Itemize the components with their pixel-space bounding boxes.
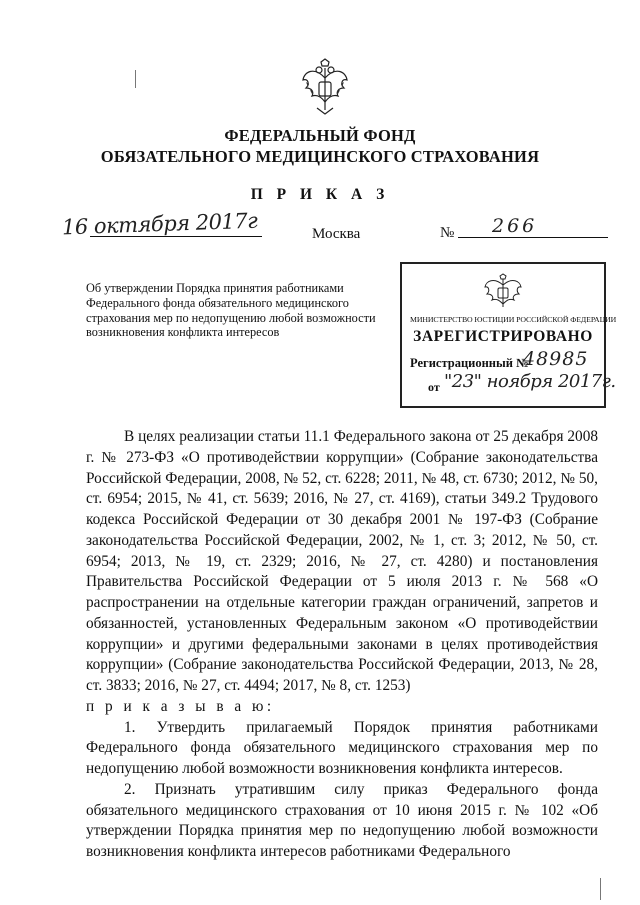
document-type-title: П Р И К А З	[250, 186, 390, 203]
handwritten-date: 16 октября 2017г	[61, 208, 258, 240]
org-name-line1: ФЕДЕРАЛЬНЫЙ ФОНД	[224, 126, 416, 145]
order-subject: Об утверждении Порядка принятия работниками Федерального фонда обязательного медицинского страхования мер по недопущению любой возможности возникновения конфликта интересов	[86, 281, 376, 340]
stamp-registered-label: ЗАРЕГИСТРИРОВАНО	[413, 328, 593, 345]
order-body	[86, 427, 598, 863]
org-name-line2: ОБЯЗАТЕЛЬНОГО МЕДИЦИНСКОГО СТРАХОВАНИЯ	[100, 147, 540, 166]
stamp-registration-number: 48985	[523, 348, 589, 370]
city-label: Москва	[312, 226, 361, 242]
stamp-ministry-name: МИНИСТЕРСТВО ЮСТИЦИИ РОССИЙСКОЙ ФЕДЕРАЦИИ	[410, 315, 617, 324]
scan-mark-bottom	[600, 878, 601, 900]
date-underline	[90, 236, 262, 237]
handwritten-order-number: 266	[492, 215, 538, 237]
preamble-paragraph: В целях реализации статьи 11.1 Федерального закона от 25 декабря 2008 г. № 273-ФЗ «О противодействии коррупции» (Собрание законодательства Российской Федерации, 2008, № 52, ст. 6228; 2011, № 48, ст. 6730; 2012, № 50, ст. 6954; 2015, № 41, ст. 5639; 2016, № 27, ст. 4169), статьи 349.2 Трудового кодекса Российской Федерации от 30 декабря 2001 № 197-ФЗ (Собрание законодательства Российской Федерации, 2002, № 1, ст. 3; 2012, № 50, ст. 6954; 2013, № 19, ст. 2329; 2016, № 27, ст. 4280) и постановления Правительства Российской Федерации от 5 июля 2013 г. № 568 «О распространении на отдельные категории граждан ограничений, запретов и обязанностей, установленных Федеральным законом «О противодействии коррупции» и другими федеральными законами в целях противодействия коррупции» (Собрание законодательства Российской Федерации, 2013, № 28, ст. 3833; 2016, № 27, ст. 4494; 2017, № 8, ст. 1253)	[86, 428, 598, 694]
ministry-emblem-icon	[482, 273, 524, 311]
order-directive-word: п р и к а з ы в а ю:	[86, 697, 275, 715]
number-label: №	[440, 225, 455, 241]
order-item-2: 2. Признать утратившим силу приказ Федерального фонда обязательного медицинского страхования от 10 июня 2015 г. № 102 «Об утверждении Порядка принятия мер по недопущению любой возможности возникновения конфликта интересов работниками Федерального	[86, 780, 598, 860]
number-underline	[458, 237, 608, 238]
russian-coat-of-arms-icon	[300, 58, 350, 118]
stamp-date-prefix: от	[428, 380, 440, 394]
registration-stamp	[400, 262, 617, 408]
scan-mark-top	[135, 70, 136, 88]
order-item-1: 1. Утвердить прилагаемый Порядок принятия работниками Федерального фонда обязательного медицинского страхования мер по недопущению любой возможности возникновения конфликта интересов.	[86, 718, 598, 777]
stamp-handwritten-date: "23" ноября 2017г.	[444, 371, 616, 392]
stamp-registration-label: Регистрационный №	[410, 356, 529, 370]
